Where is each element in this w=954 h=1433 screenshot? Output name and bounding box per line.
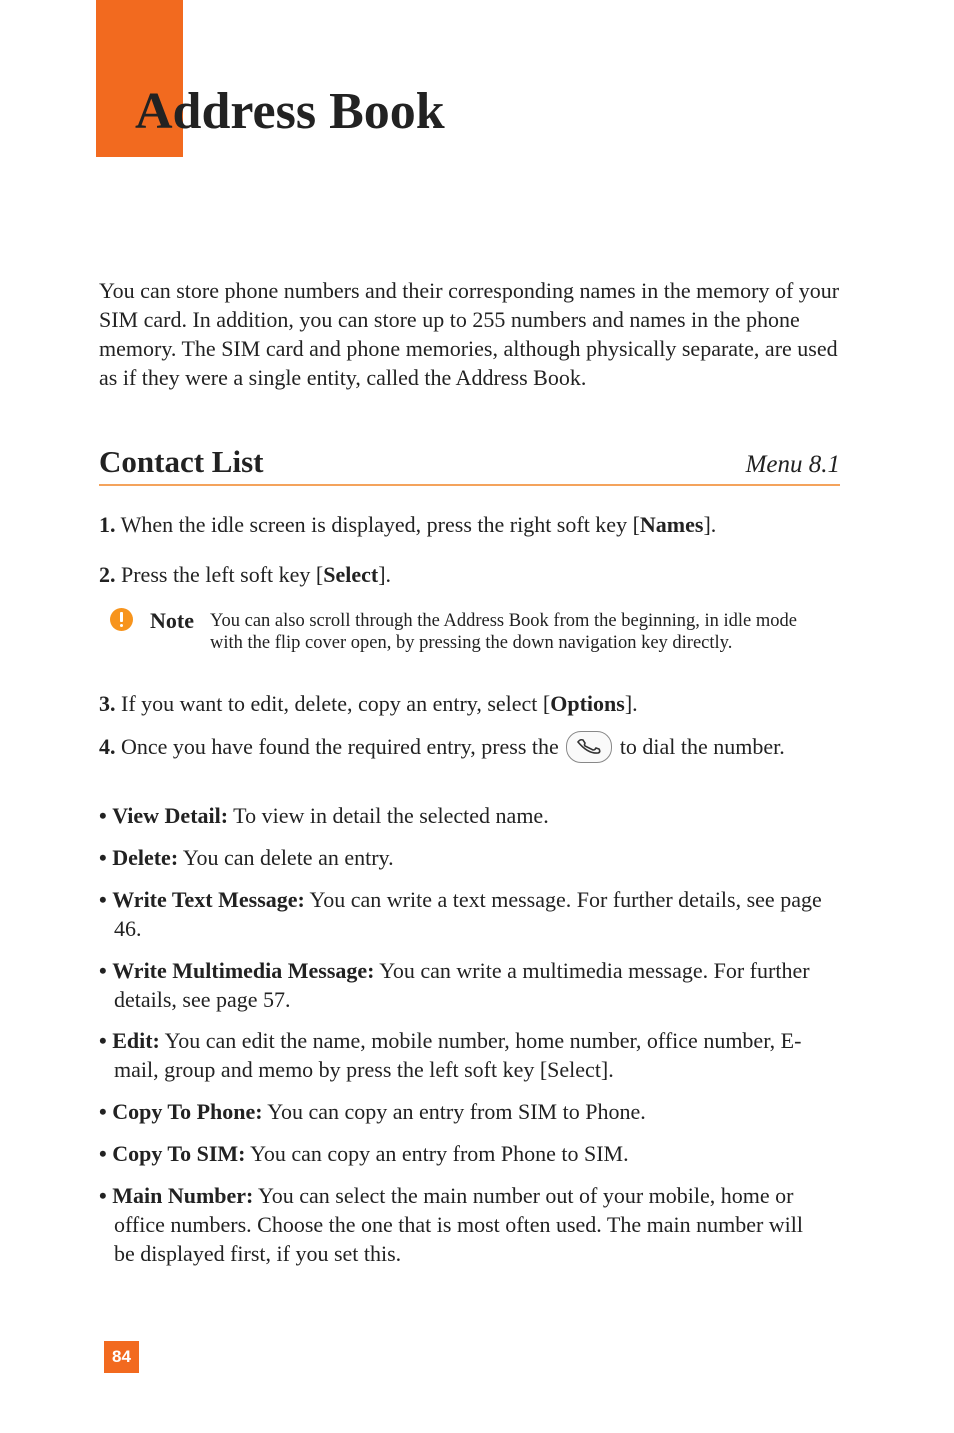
bullet: • bbox=[99, 1141, 107, 1166]
option-term: Delete: bbox=[112, 845, 179, 870]
list-item bbox=[99, 956, 854, 1014]
option-desc: You can write a text message. For further details, see page 46. bbox=[114, 887, 822, 941]
bullet: • bbox=[99, 1183, 107, 1208]
option-term: Write Text Message: bbox=[112, 887, 305, 912]
option-desc: You can write a multimedia message. For further details, see page 57. bbox=[114, 958, 810, 1012]
step-number: 1. bbox=[99, 512, 116, 537]
page-number: 84 bbox=[104, 1341, 139, 1373]
step-number: 2. bbox=[99, 562, 116, 587]
list-item bbox=[99, 1026, 814, 1084]
phone-handset-icon bbox=[566, 731, 612, 763]
note-text: You can also scroll through the Address Book from the beginning, in idle mode with the flip cover open, by pressing the down navigation key directly. bbox=[210, 611, 797, 653]
bullet: • bbox=[99, 845, 107, 870]
option-term: Edit: bbox=[112, 1028, 160, 1053]
option-term: Copy To SIM: bbox=[112, 1141, 246, 1166]
section-title: Contact List bbox=[99, 444, 264, 479]
list-item bbox=[99, 1139, 854, 1168]
option-desc: You can delete an entry. bbox=[178, 845, 394, 870]
step-text-end: ]. bbox=[624, 691, 638, 716]
step-4 bbox=[99, 731, 813, 763]
step-1 bbox=[99, 510, 863, 539]
step-text-end: ]. bbox=[703, 512, 717, 537]
step-text: When the idle screen is displayed, press the right soft key [ bbox=[115, 512, 640, 537]
option-desc: You can copy an entry from Phone to SIM. bbox=[245, 1141, 629, 1166]
note-label: Note bbox=[150, 608, 194, 633]
list-item bbox=[99, 1181, 824, 1268]
bullet: • bbox=[99, 958, 107, 983]
option-desc: You can copy an entry from SIM to Phone. bbox=[262, 1099, 646, 1124]
bullet: • bbox=[99, 803, 107, 828]
exclamation-icon bbox=[110, 608, 133, 631]
page-title: Address Book bbox=[135, 83, 445, 140]
option-term: View Detail: bbox=[112, 803, 229, 828]
option-desc: You can select the main number out of your mobile, home or office numbers. Choose the one that is most often used. The main number will be displayed first, if you set this. bbox=[114, 1183, 804, 1266]
bullet: • bbox=[99, 1028, 107, 1053]
step-number: 4. bbox=[99, 734, 116, 759]
list-item bbox=[99, 885, 854, 943]
option-term: Copy To Phone: bbox=[112, 1099, 263, 1124]
option-desc: You can edit the name, mobile number, home number, office number, E-mail, group and memo by press the left soft key [Select]. bbox=[114, 1028, 802, 1082]
list-item bbox=[99, 801, 854, 830]
step-text-end: ]. bbox=[378, 562, 392, 587]
option-term: Write Multimedia Message: bbox=[112, 958, 375, 983]
step-text: Once you have found the required entry, press the bbox=[115, 734, 565, 759]
list-item bbox=[99, 1097, 854, 1126]
bullet: • bbox=[99, 887, 107, 912]
step-number: 3. bbox=[99, 691, 116, 716]
step-key: Options bbox=[550, 691, 625, 716]
bullet: • bbox=[99, 1099, 107, 1124]
option-desc: To view in detail the selected name. bbox=[228, 803, 549, 828]
intro-paragraph: You can store phone numbers and their corresponding names in the memory of your SIM card. In addition, you can store up to 255 numbers and names in the phone memory. The SIM card and phone memories, although physically separate, are used as if they were a single entity, called the Address Book. bbox=[99, 278, 840, 390]
step-3 bbox=[99, 689, 863, 718]
option-term: Main Number: bbox=[112, 1183, 254, 1208]
list-item bbox=[99, 843, 854, 872]
section-divider bbox=[99, 484, 840, 486]
step-text-end: to dial the number. bbox=[614, 734, 785, 759]
step-key: Select bbox=[323, 562, 379, 587]
step-text: Press the left soft key [ bbox=[115, 562, 324, 587]
step-2 bbox=[99, 560, 863, 589]
step-key: Names bbox=[639, 512, 704, 537]
menu-reference: Menu 8.1 bbox=[745, 451, 840, 478]
step-text: If you want to edit, delete, copy an entry, select [ bbox=[115, 691, 551, 716]
